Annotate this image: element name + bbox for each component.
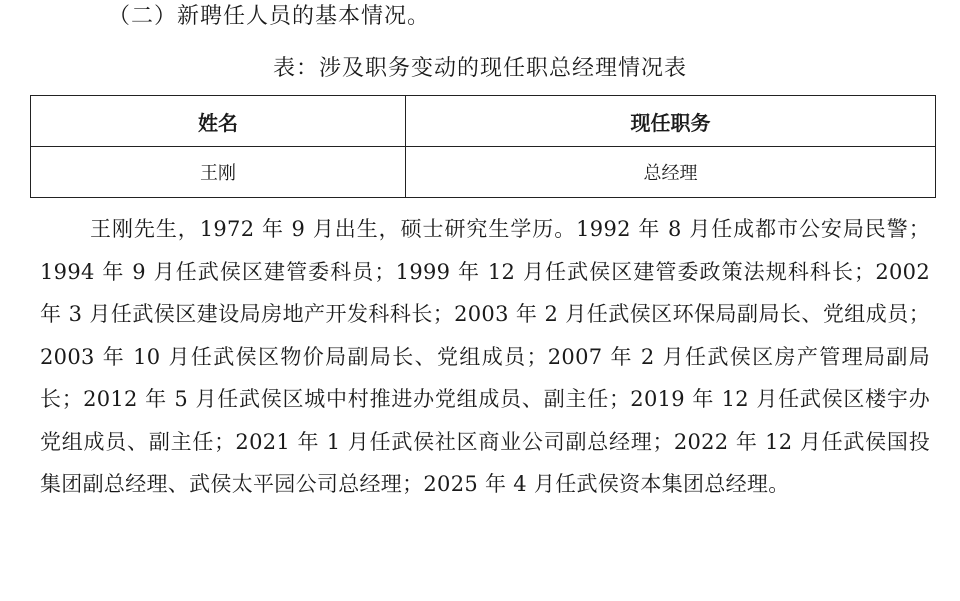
table-caption: 表：涉及职务变动的现任职总经理情况表: [272, 56, 687, 81]
header-position: 现任职务: [406, 96, 936, 147]
personnel-table: [30, 95, 936, 198]
header-name: 姓名: [31, 96, 406, 147]
table-header-row: [31, 96, 936, 147]
section-heading: （二）新聘任人员的基本情况。: [108, 4, 431, 29]
cell-position: 总经理: [406, 147, 936, 198]
cell-name: 王刚: [31, 147, 406, 198]
biography-paragraph: 王刚先生，1972 年 9 月出生，硕士研究生学历。1992 年 8 月任成都市公安局民警；1994 年 9 月任武侯区建管委科员；1999 年 12 月任武侯区建管委政策法规科科长；2002 年 3 月任武侯区建设局房地产开发科科长；2003 年 2 月任武侯区环保局副局长、党组成员；2003 年 10 月任武侯区物价局副局长、党组成员；2007 年 2 月任武侯区房产管理局副局长；2012 年 5 月任武侯区城中村推进办党组成员、副主任；2019 年 12 月任武侯区楼宇办党组成员、副主任；2021 年 1 月任武侯社区商业公司副总经理；2022 年 12 月任武侯国投集团副总经理、武侯太平园公司总经理；2025 年 4 月任武侯资本集团总经理。: [40, 217, 930, 496]
table-row: [31, 147, 936, 198]
